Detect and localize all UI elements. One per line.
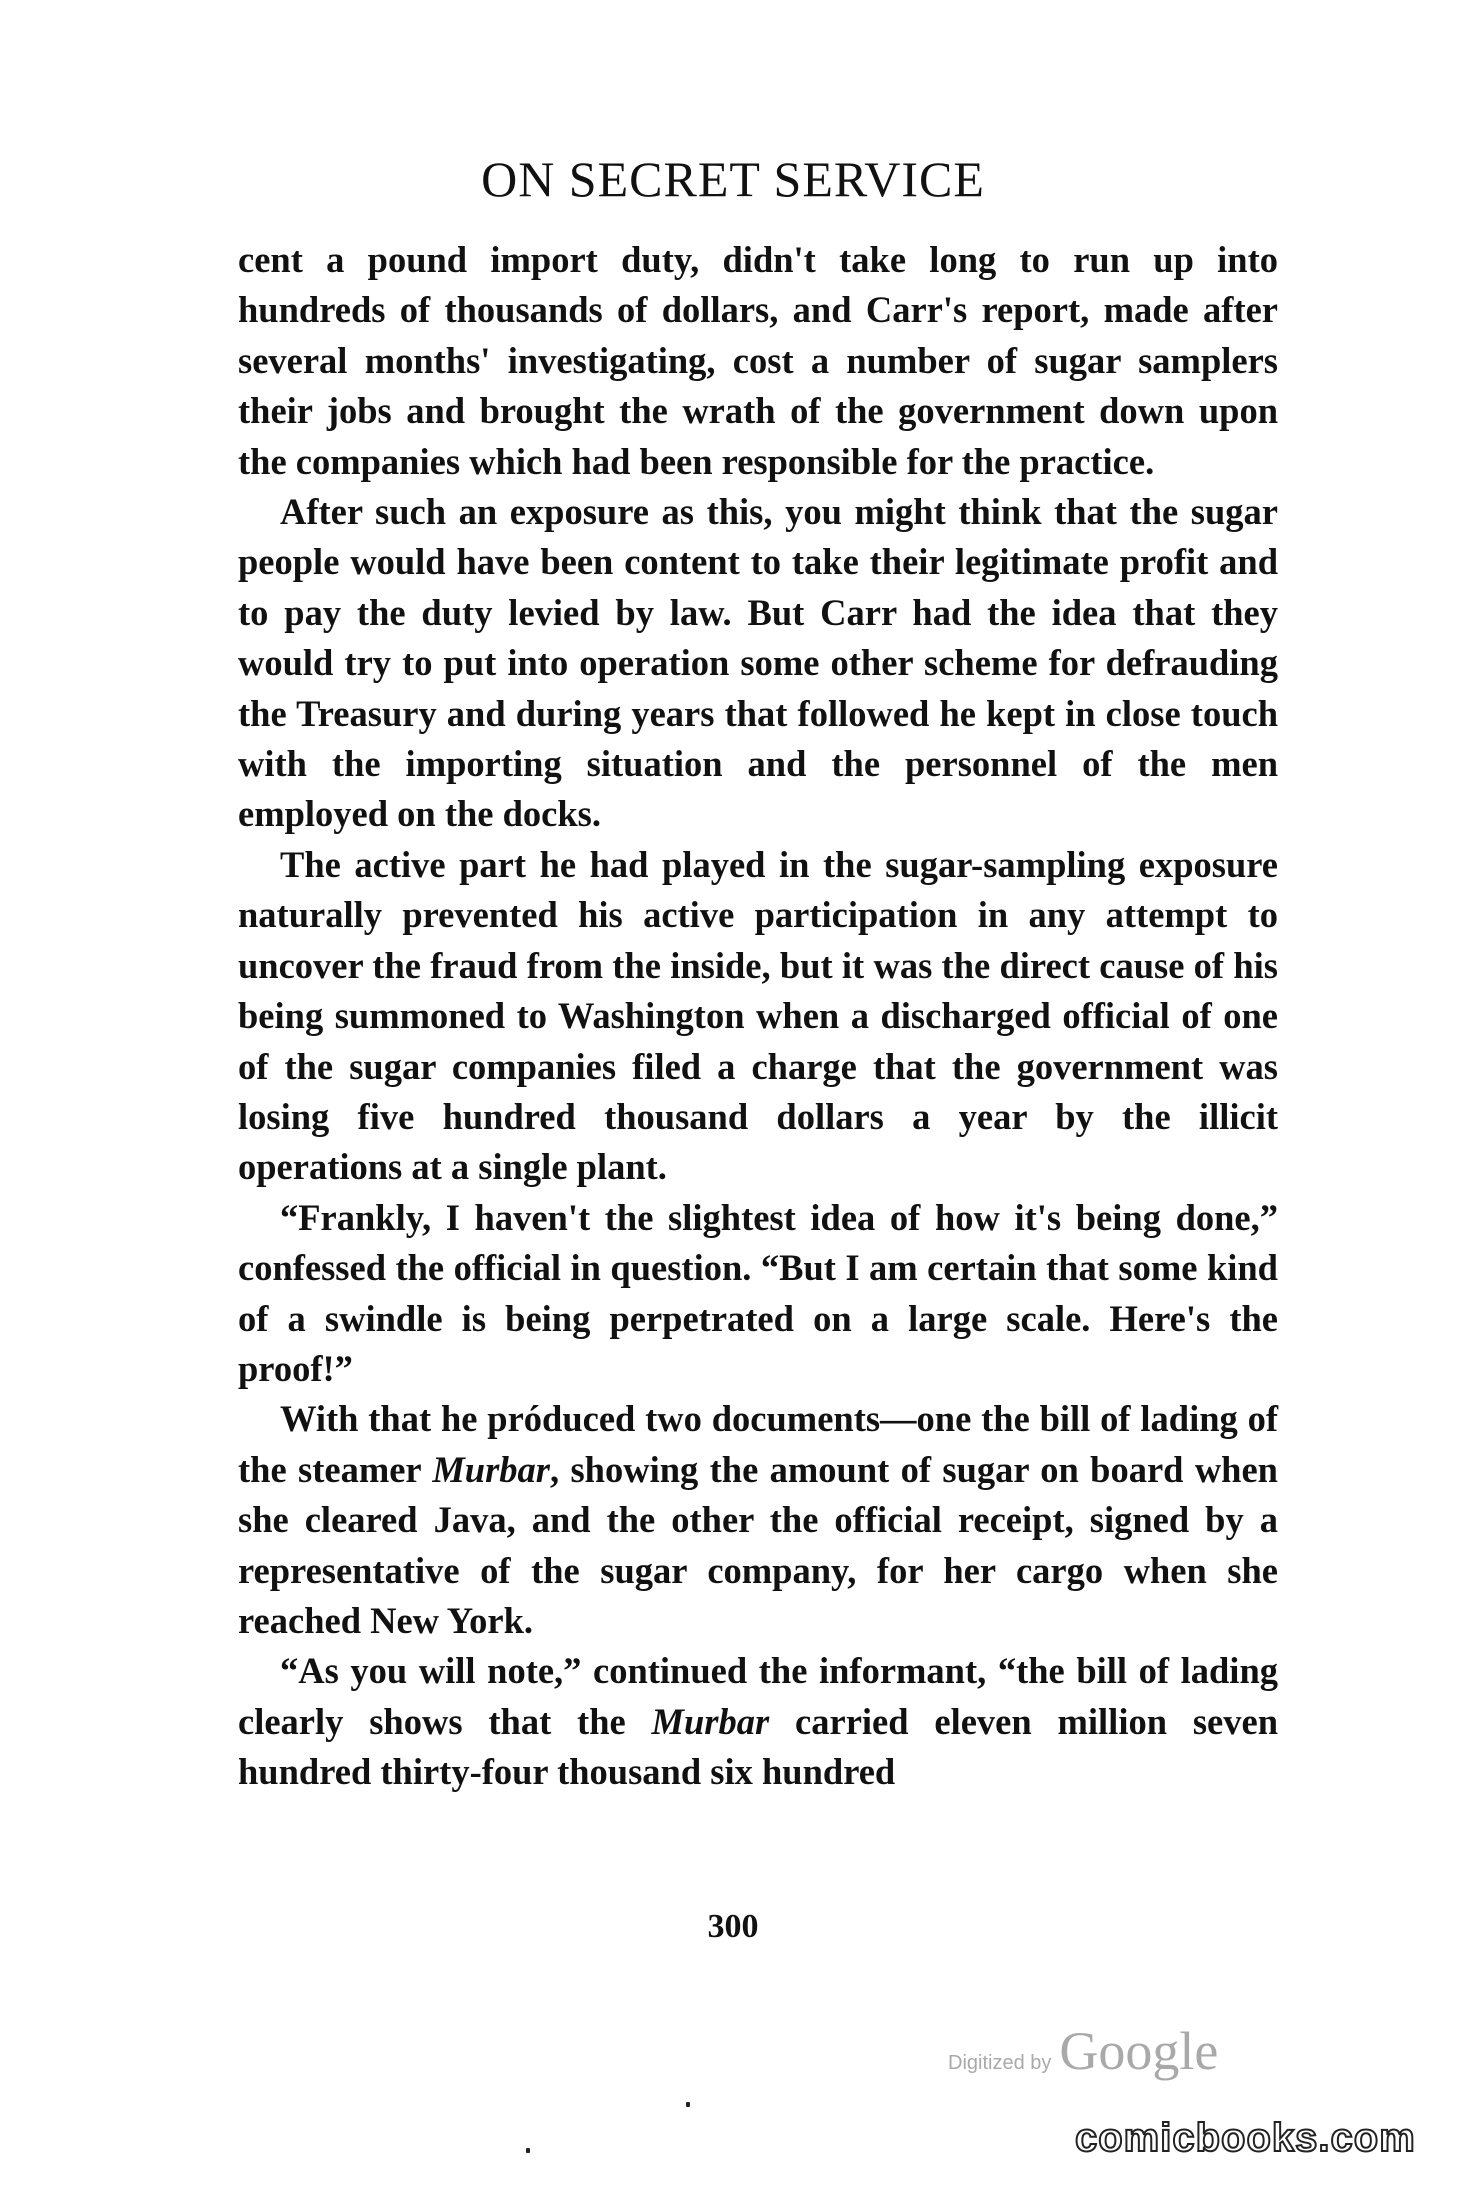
site-stamp: comicbooks.com	[1075, 2116, 1416, 2160]
page-body	[238, 235, 1278, 1798]
ship-name: Murbar	[432, 1448, 550, 1490]
paragraph-6	[238, 1646, 1278, 1797]
page-number: 300	[707, 1908, 759, 1945]
paragraph-1: cent a pound import duty, didn't take long to run up into hundreds of thousands of dollars, and Carr's report, made after several months' investigating, cost a number of sugar samplers their jobs and brought the wrath of the government down upon the companies which had been responsible for the practice.	[238, 239, 1278, 482]
paragraph-4: “Frankly, I haven't the slightest idea of how it's being done,” confessed the official in question. “But I am certain that some kind of a swindle is being perpetrated on a large scale. Here's the proof!”	[238, 1196, 1278, 1389]
paragraph-5-text-b: , showing the amount of sugar on board when she cleared Java, and the other the official receipt, signed by a representative of the sugar company, for her cargo when she reached New York.	[238, 1448, 1278, 1641]
paragraph-6-text-a: “As you will note,” continued the informant, “the bill of lading clearly shows that the	[238, 1650, 1278, 1742]
paragraph-5	[238, 1394, 1278, 1646]
paragraph-5-text-a: With that he próduced two documents—one the bill of lading of the steamer	[238, 1398, 1278, 1490]
paragraph-2: After such an exposure as this, you might think that the sugar people would have been content to take their legitimate profit and to pay the duty levied by law. But Carr had the idea that they would try to put into operation some other scheme for defrauding the Treasury and during years that followed he kept in close touch with the importing situation and the personnel of the men employed on the docks.	[238, 491, 1278, 835]
paragraph-3: The active part he had played in the sugar-sampling exposure naturally prevented his active participation in any attempt to uncover the fraud from the inside, but it was the direct cause of his being summoned to Washington when a discharged official of one of the sugar companies filed a charge that the government was losing five hundred thousand dollars a year by the illicit operations at a single plant.	[238, 843, 1278, 1188]
running-header: ON SECRET SERVICE	[481, 151, 985, 207]
ship-name: Murbar	[651, 1700, 770, 1742]
digitized-watermark	[948, 2020, 1218, 2082]
paragraph-6-text-b: carried eleven million seven hundred thirty-four thousand six hundred	[238, 1700, 1278, 1793]
scan-speck	[526, 2148, 530, 2153]
scan-speck	[686, 2102, 690, 2107]
digitized-by-label: Digitized by	[948, 2052, 1052, 2074]
google-logo: Google	[1059, 2021, 1219, 2081]
